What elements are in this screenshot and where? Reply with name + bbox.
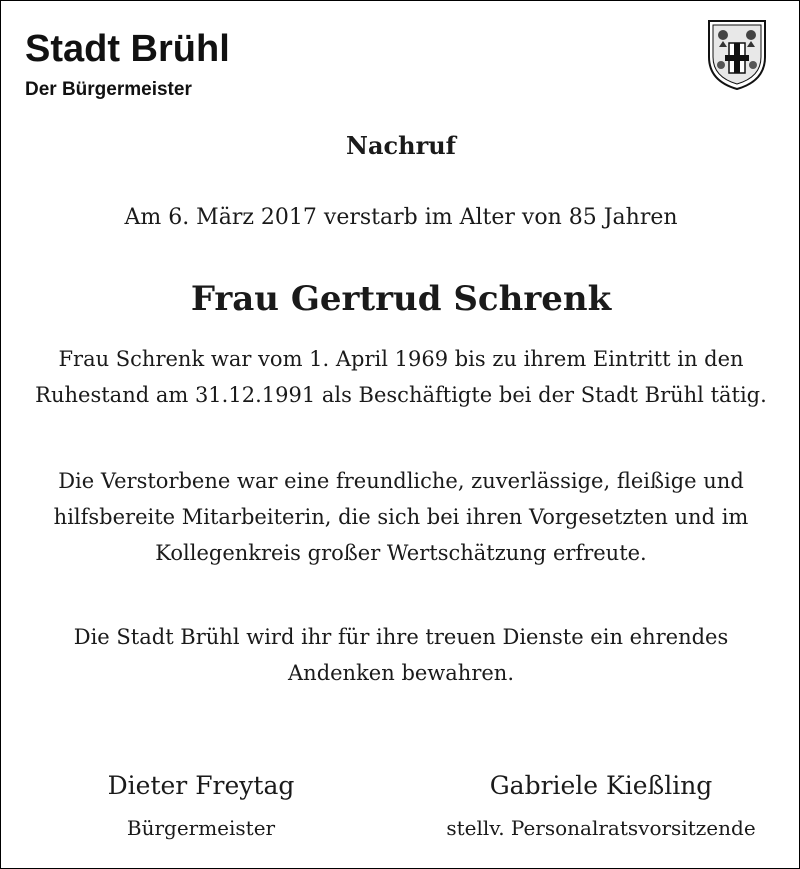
coat-of-arms-icon — [705, 17, 769, 93]
paragraph-line: Kollegenkreis großer Wertschätzung erfreute. — [155, 541, 647, 565]
paragraph-line: Frau Schrenk war vom 1. April 1969 bis zu ihrem Eintritt in den — [58, 347, 744, 371]
signature-mayor — [61, 767, 341, 845]
signatory-name: Gabriele Kießling — [489, 771, 713, 800]
paragraph-tribute — [1, 463, 800, 571]
org-subtitle: Der Bürgermeister — [25, 79, 192, 100]
paragraph-remembrance — [1, 619, 800, 691]
intro-line: Am 6. März 2017 verstarb im Alter von 85 Jahren — [124, 205, 678, 230]
signature-council — [401, 767, 800, 845]
org-name: Stadt Brühl — [25, 28, 230, 70]
signatory-role: stellv. Personalratsvorsitzende — [446, 816, 756, 840]
signatory-name: Dieter Freytag — [107, 771, 295, 800]
paragraph-line: hilfsbereite Mitarbeiterin, die sich bei ihren Vorgesetzten und im — [53, 505, 749, 529]
paragraph-line: Andenken bewahren. — [288, 661, 514, 685]
paragraph-employment — [1, 341, 800, 413]
paragraph-line: Ruhestand am 31.12.1991 als Beschäftigte bei der Stadt Brühl tätig. — [35, 383, 767, 407]
signatory-role: Bürgermeister — [126, 816, 276, 840]
paragraph-line: Die Verstorbene war eine freundliche, zuverlässige, fleißige und — [58, 469, 744, 493]
paragraph-line: Die Stadt Brühl wird ihr für ihre treuen Dienste ein ehrendes — [73, 625, 729, 649]
deceased-name: Frau Gertrud Schrenk — [190, 279, 612, 319]
notice-heading: Nachruf — [346, 131, 456, 160]
